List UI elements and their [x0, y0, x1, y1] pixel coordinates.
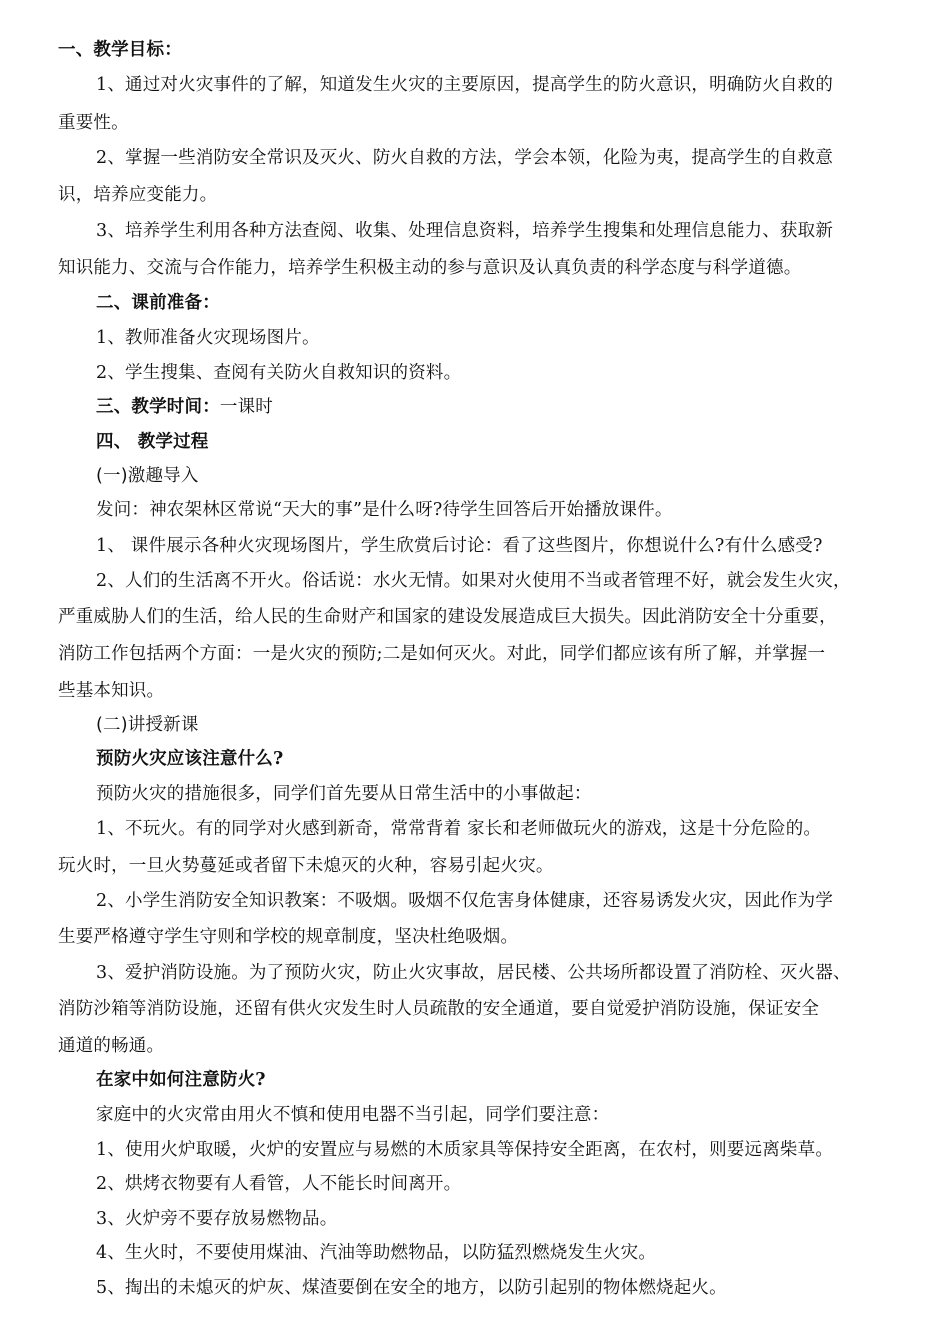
heading-process: 四、 教学过程 — [96, 432, 209, 452]
paragraph-line: 通道的畅通。 — [58, 1036, 165, 1056]
paragraph-line: 发问：神农架林区常说“天大的事”是什么呀?待学生回答后开始播放课件。 — [96, 500, 673, 520]
paragraph-line: 生要严格遵守学生守则和学校的规章制度，坚决杜绝吸烟。 — [58, 927, 519, 947]
heading-preparation: 二、课前准备： — [96, 293, 220, 313]
paragraph-line: 2、小学生消防安全知识教案：不吸烟。吸烟不仅危害身体健康，还容易诱发火灾，因此作为学 — [96, 891, 834, 911]
paragraph-line: 2、人们的生活离不开火。俗话说：水火无情。如果对火使用不当或者管理不好，就会发生火灾， — [96, 571, 851, 591]
paragraph-line: 消防工作包括两个方面：一是火灾的预防;二是如何灭火。对此，同学们都应该有所了解，并掌握一 — [58, 644, 826, 664]
subheading-intro: (一)激趣导入 — [96, 466, 199, 486]
paragraph-line: 1、教师准备火灾现场图片。 — [96, 328, 320, 348]
heading-time: 三、教学时间： — [96, 397, 220, 417]
paragraph-line: 知识能力、交流与合作能力，培养学生积极主动的参与意识及认真负责的科学态度与科学道德。 — [58, 258, 802, 278]
paragraph-line: 2、掌握一些消防安全常识及灭火、防火自救的方法，学会本领，化险为夷，提高学生的自救意 — [96, 148, 834, 168]
paragraph-line: 5、掏出的未熄灭的炉灰、煤渣要倒在安全的地方，以防引起别的物体燃烧起火。 — [96, 1278, 727, 1298]
heading-objectives: 一、教学目标： — [58, 40, 182, 60]
time-value: 一课时 — [219, 397, 274, 417]
paragraph-line: 玩火时，一旦火势蔓延或者留下未熄灭的火种，容易引起火灾。 — [58, 856, 554, 876]
paragraph-line: 3、培养学生利用各种方法查阅、收集、处理信息资料，培养学生搜集和处理信息能力、获取新 — [96, 221, 834, 241]
paragraph-line: 严重威胁人们的生活，给人民的生命财产和国家的建设发展造成巨大损失。因此消防安全十分重要， — [58, 607, 837, 627]
paragraph-line: 2、烘烤衣物要有人看管，人不能长时间离开。 — [96, 1174, 462, 1194]
paragraph-line: 些基本知识。 — [58, 681, 165, 701]
paragraph-line: 2、学生搜集、查阅有关防火自救知识的资料。 — [96, 363, 462, 383]
paragraph-line: 1、不玩火。有的同学对火感到新奇，常常背着 家长和老师做玩火的游戏，这是十分危险的。 — [96, 819, 822, 839]
paragraph-line: 消防沙箱等消防设施，还留有供火灾发生时人员疏散的安全通道，要自觉爱护消防设施，保证安全 — [58, 999, 820, 1019]
paragraph-line: 识，培养应变能力。 — [58, 185, 218, 205]
paragraph-line: 重要性。 — [58, 113, 129, 133]
heading-prevention: 预防火灾应该注意什么? — [96, 749, 284, 769]
heading-home-fire: 在家中如何注意防火? — [96, 1070, 266, 1090]
paragraph-line: 1、 课件展示各种火灾现场图片，学生欣赏后讨论：看了这些图片，你想说什么?有什么感受? — [96, 536, 823, 556]
paragraph-line: 1、通过对火灾事件的了解，知道发生火灾的主要原因，提高学生的防火意识，明确防火自救的 — [96, 75, 834, 95]
paragraph-line: 家庭中的火灾常由用火不慎和使用电器不当引起，同学们要注意： — [96, 1105, 610, 1125]
paragraph-line: 预防火灾的措施很多，同学们首先要从日常生活中的小事做起： — [96, 784, 592, 804]
paragraph-line: 4、生火时，不要使用煤油、汽油等助燃物品，以防猛烈燃烧发生火灾。 — [96, 1243, 657, 1263]
subheading-new-lesson: (二)讲授新课 — [96, 715, 199, 735]
paragraph-line: 3、爱护消防设施。为了预防火灾，防止火灾事故，居民楼、公共场所都设置了消防栓、灭火器、 — [96, 963, 851, 983]
heading-time-line — [96, 395, 896, 419]
paragraph-line: 1、使用火炉取暖，火炉的安置应与易燃的木质家具等保持安全距离，在农村，则要远离柴草。 — [96, 1140, 834, 1160]
paragraph-line: 3、火炉旁不要存放易燃物品。 — [96, 1209, 338, 1229]
